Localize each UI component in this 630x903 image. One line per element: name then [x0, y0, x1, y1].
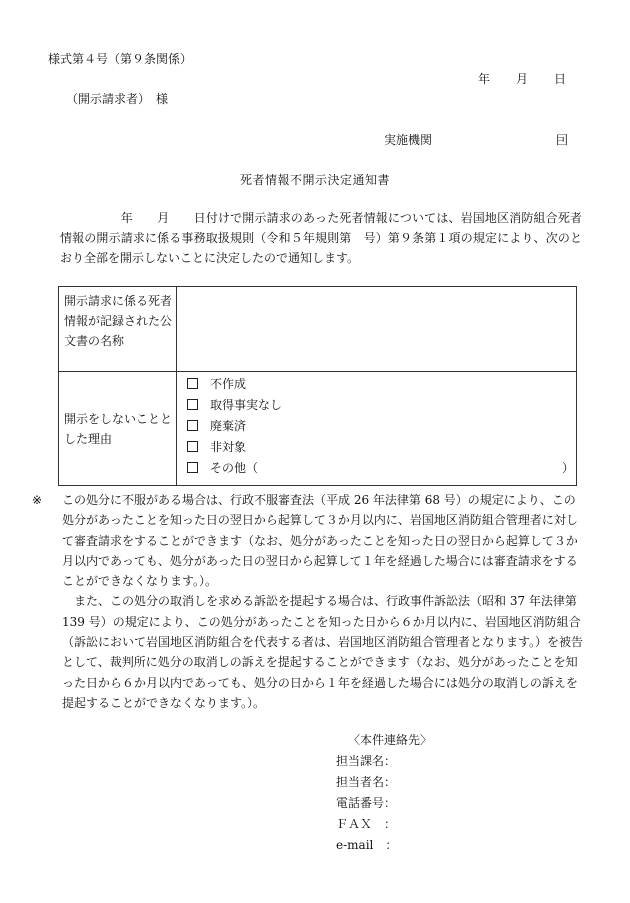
reason-text: 不作成 — [210, 377, 247, 391]
intro-text: 年 月 日付けで開示請求のあった死者情報については、岩国地区消防組合死者情報の開示請求に係る事務取扱規則（令和５年規則第 号）第９条第１項の規定により、次のとおり全部を開示しないことに決定したので通知します。 — [60, 211, 582, 265]
contact-row: 担当者名： — [336, 775, 397, 789]
contact-header: 〈本件連絡先〉 — [348, 733, 433, 747]
note-appeal — [32, 490, 587, 591]
checkbox-icon[interactable] — [187, 420, 198, 431]
document-title: 死者情報不開示決定通知書 — [239, 173, 390, 187]
date-line — [478, 70, 566, 87]
reason-item[interactable] — [187, 395, 576, 416]
checkbox-icon[interactable] — [187, 399, 198, 410]
note-lawsuit: また、この処分の取消しを求める訴訟を提起する場合は、行政事件訴訟法（昭和 37 年法律第 139 号）の規定により、この処分があったことを知った日から６か月以内に、岩国地区消防組合（訴訟において岩国地区消防組合を代表する者は、岩国地区消防組合管理者となります。）を被告として、裁判所に処分の取消しの訴えを提起することができます（なお、処分があったことを知った日から６か月以内であっても、処分の日から１年を経過した場合には処分の取消しの訴えを提起することができなくなります。）。 — [62, 594, 584, 710]
agency-label: 実施機関 — [384, 133, 433, 147]
reason-item[interactable] — [187, 458, 576, 479]
note-mark: ※ — [32, 493, 43, 507]
contact-block — [336, 730, 432, 856]
date-year: 年 — [478, 72, 491, 86]
contact-row: 電話番号： — [336, 796, 397, 810]
document-name-label: 開示請求に係る死者情報が記録された公文書の名称 — [59, 287, 177, 372]
reason-text: 廃棄済 — [210, 419, 247, 433]
form-number: 様式第４号（第９条関係） — [48, 52, 193, 66]
checkbox-icon[interactable] — [187, 441, 198, 452]
reason-item[interactable] — [187, 374, 576, 395]
reason-label: 開示をしないこととした理由 — [59, 372, 177, 486]
document-name-value[interactable] — [177, 287, 577, 372]
date-month: 月 — [516, 72, 529, 86]
requester-line: （開示請求者） 様 — [66, 92, 169, 106]
date-day: 日 — [554, 72, 567, 86]
reason-options — [177, 372, 577, 486]
note-appeal-text: この処分に不服がある場合は、行政不服審査法（平成 26 年法律第 68 号）の規定により、この処分があったことを知った日の翌日から起算して３か月以内に、岩国地区消防組合管理者に対して審査請求をすることができます（なお、処分があったことを知った日の翌日から起算して３か月以内であっても、処分があった日の翌日から起算して１年を経過した場合には審査請求をすることができなくなります。）。 — [62, 493, 578, 589]
reason-text: 非対象 — [210, 440, 247, 454]
reason-close-paren: ） — [562, 461, 575, 475]
seal-mark: 囙 — [556, 133, 569, 147]
checkbox-icon[interactable] — [187, 462, 198, 473]
table-row — [59, 372, 577, 486]
reason-text: 取得事実なし — [210, 398, 283, 412]
contact-row: 担当課名： — [336, 754, 397, 768]
table-row — [59, 287, 577, 372]
intro-paragraph — [60, 208, 582, 268]
checkbox-icon[interactable] — [187, 378, 198, 389]
disclosure-table — [58, 286, 577, 486]
reason-item[interactable] — [187, 437, 576, 458]
reason-text: その他（ — [210, 461, 259, 475]
reason-item[interactable] — [187, 416, 576, 437]
contact-row: e-mail ： — [336, 838, 398, 852]
notes-section — [32, 490, 587, 713]
contact-row: ＦＡＸ ： — [336, 817, 397, 831]
